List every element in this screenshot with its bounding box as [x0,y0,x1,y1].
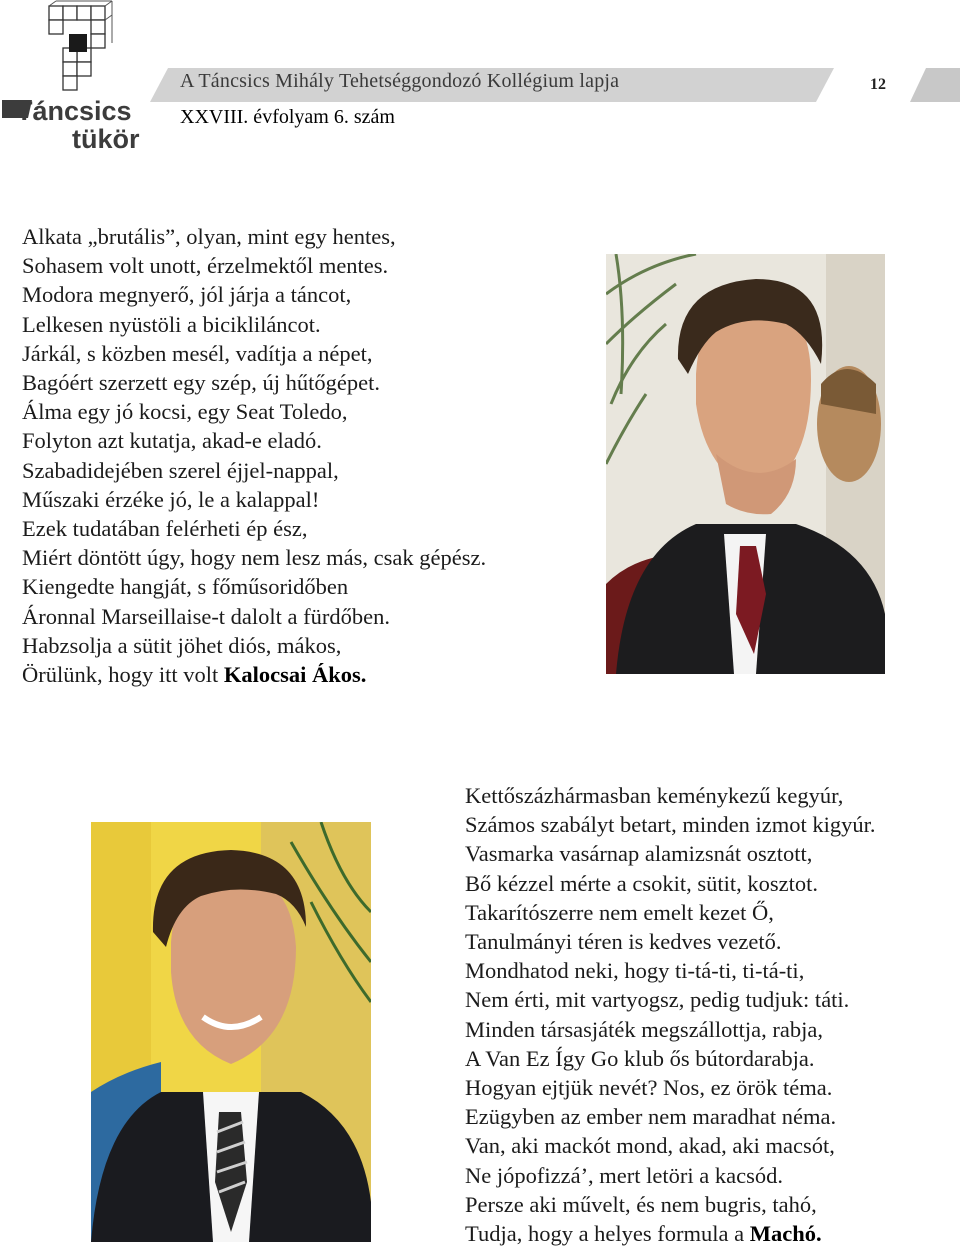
poem-line: Bő kézzel mérte a csokit, sütit, kosztot. [465,870,819,896]
poem-line: Számos szabályt betart, minden izmot kigyúr. [465,812,876,838]
poem-line: Persze aki művelt, és nem bugris, tahó, [465,1191,817,1217]
poem-line: Minden társasjáték megszállottja, rabja, [465,1016,824,1042]
poem-line: Kiengedte hangját, s főműsoridőben [22,574,349,600]
poem-line: Áronnal Marseillaise-t dalolt a fürdőben. [22,603,391,629]
poem-line: A Van Ez Így Go klub ős bútordarabja. [465,1045,815,1071]
poem-line: Bagóért szerzett egy szép, új hűtőgépet. [22,370,380,396]
poem-line: Álma egy jó kocsi, egy Seat Toledo, [22,399,348,425]
magazine-logo [2,0,152,152]
poem-line: Modora megnyerő, jól járja a táncot, [22,282,352,308]
portrait-photo-kalocsai [606,254,885,674]
portrait-photo-macho [91,822,371,1242]
poem-line-prefix: Örülünk, hogy itt volt [22,662,224,688]
poem-line: Mondhatod neki, hogy ti-tá-ti, ti-tá-ti, [465,958,805,984]
poem-line: Szabadidejében szerel éjjel-nappal, [22,457,339,483]
header-stripe-right [910,68,960,102]
poem-line: Sohasem volt unott, érzelmektől mentes. [22,253,389,279]
poem-line: Folyton azt kutatja, akad-e eladó. [22,428,322,454]
poem-line: Miért döntött úgy, hogy nem lesz más, csak gépész. [22,545,487,571]
poem-last-line [465,1219,876,1248]
poem-line: Kettőszázhármasban keménykezű kegyúr, [465,783,844,808]
poem-last-line [22,660,486,689]
issue-label: XXVIII. évfolyam 6. szám [180,106,395,128]
poem-line: Ne jópofizzá’, mert letöri a kacsód. [465,1162,783,1188]
poem-line: Lelkesen nyüstöli a bicikliláncot. [22,311,321,337]
poem-line-prefix: Tudja, hogy a helyes formula a [465,1221,750,1247]
poem-macho [465,781,876,1248]
person-name: Machó. [749,1221,822,1247]
magazine-title: A Táncsics Mihály Tehetséggondozó Kollégium lapja [180,70,620,92]
person-name: Kalocsai Ákos. [223,662,367,688]
logo-text-bottom: tükör [72,124,140,152]
poem-line: Ezügyben az ember nem maradhat néma. [465,1104,837,1130]
poem-line: Vasmarka vasárnap alamizsnát osztott, [465,841,813,867]
poem-line: Alkata „brutális”, olyan, mint egy hentes, [22,224,396,249]
page-number: 12 [870,76,886,93]
poem-kalocsai [22,222,486,689]
poem-line: Takarítószerre nem emelt kezet Ő, [465,899,774,925]
poem-line: Van, aki mackót mond, akad, aki macsót, [465,1133,835,1159]
poem-line: Nem érti, mit vartyogsz, pedig tudjuk: táti. [465,987,850,1013]
poem-line: Járkál, s közben mesél, vadítja a népet, [22,340,373,366]
poem-line: Műszaki érzéke jó, le a kalappal! [22,486,320,512]
poem-line: Tanulmányi téren is kedves vezető. [465,929,782,955]
poem-line: Habzsolja a sütit jöhet diós, mákos, [22,632,342,658]
poem-line: Ezek tudatában felérheti ép ész, [22,516,308,542]
logo-text-top: Táncsics [16,96,132,126]
poem-line: Hogyan ejtjük nevét? Nos, ez örök téma. [465,1075,833,1101]
